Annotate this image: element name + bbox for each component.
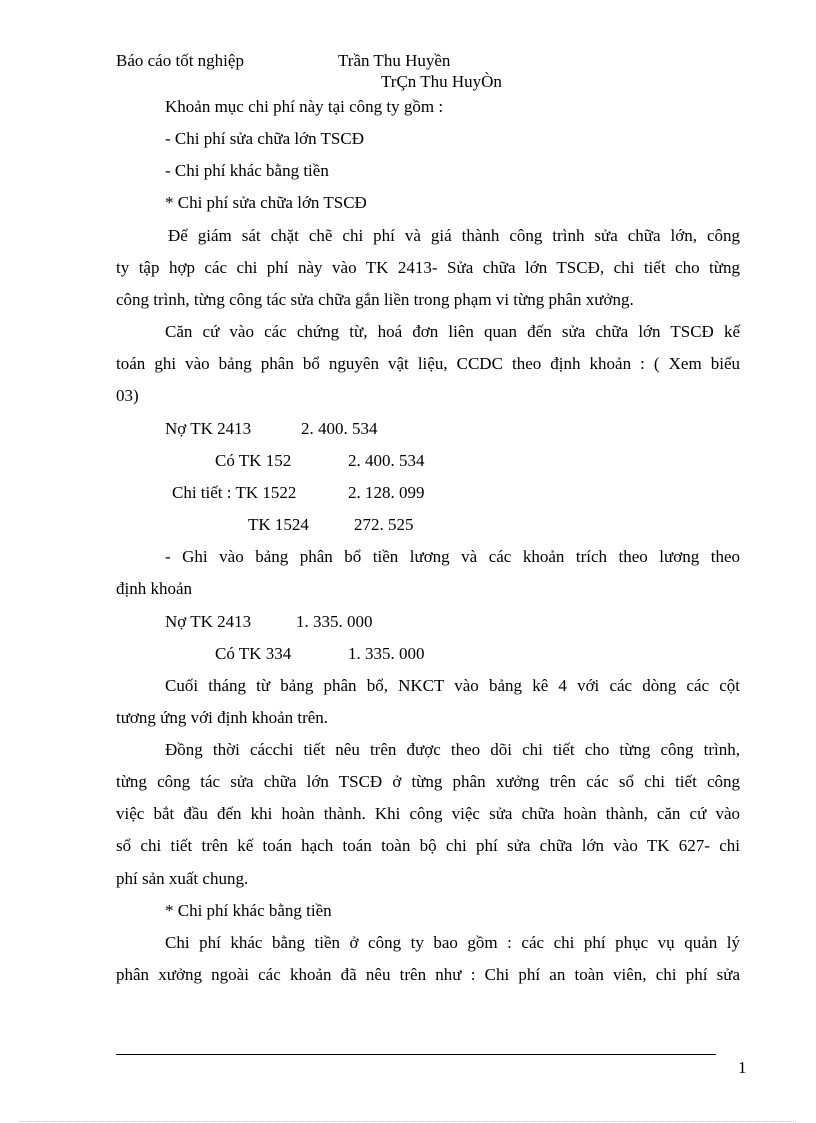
entry-label: Nợ TK 2413: [165, 612, 252, 631]
page-bottom-edge: [20, 1121, 796, 1122]
entry-value: 272. 525: [354, 515, 414, 534]
paragraph-line: Căn cứ vào các chứng từ, hoá đơn liên quan đến sửa chữa lớn TSCĐ kế: [165, 322, 740, 341]
paragraph-line: toán ghi vào bảng phân bổ nguyên vật liệu, CCDC theo định khoản : ( Xem biểu: [116, 354, 740, 373]
paragraph-line: Khoản mục chi phí này tại công ty gồm :: [165, 97, 444, 116]
paragraph-line: 03): [116, 386, 139, 405]
paragraph-line: phân xưởng ngoài các khoản đã nêu trên như : Chi phí an toàn viên, chi phí sửa: [116, 965, 740, 984]
footer-rule: [116, 1054, 716, 1055]
paragraph-line: từng công tác sửa chữa lớn TSCĐ ở từng phân xưởng trên các sổ chi tiết công: [116, 772, 740, 791]
entry-value: 2. 400. 534: [301, 419, 378, 438]
entry-value: 2. 400. 534: [348, 451, 425, 470]
header-author-garbled: TrÇn Thu HuyÒn: [381, 72, 502, 91]
paragraph-line: - Ghi vào bảng phân bổ tiền lương và các khoản trích theo lương theo: [165, 547, 740, 566]
entry-label: Chi tiết : TK 1522: [172, 483, 297, 502]
list-item: - Chi phí khác bằng tiền: [165, 161, 329, 180]
entry-value: 1. 335. 000: [348, 644, 425, 663]
entry-value: 1. 335. 000: [296, 612, 373, 631]
entry-label: TK 1524: [248, 515, 309, 534]
entry-label: Nợ TK 2413: [165, 419, 252, 438]
header-report-title: Báo cáo tốt nghiệp: [116, 51, 244, 70]
paragraph-line: công trình, từng công tác sửa chữa gắn liền trong phạm vi từng phân xưởng.: [116, 290, 634, 309]
entry-label: Có TK 152: [215, 451, 292, 470]
header-author: Trần Thu Huyền: [338, 51, 451, 70]
paragraph-line: tương ứng với định khoản trên.: [116, 708, 329, 727]
paragraph-line: ty tập hợp các chi phí này vào TK 2413- Sửa chữa lớn TSCĐ, chi tiết cho từng: [116, 258, 740, 277]
page-number: 1: [738, 1058, 747, 1077]
list-item: - Chi phí sửa chữa lớn TSCĐ: [165, 129, 364, 148]
section-heading: * Chi phí khác bằng tiền: [165, 901, 332, 920]
entry-value: 2. 128. 099: [348, 483, 425, 502]
paragraph-line: Cuối tháng từ bảng phân bổ, NKCT vào bảng kê 4 với các dòng các cột: [165, 676, 740, 695]
paragraph-line: sổ chi tiết trên kế toán hạch toán toàn bộ chi phí sửa chữa lớn vào TK 627- chi: [116, 836, 740, 855]
section-heading: * Chi phí sửa chữa lớn TSCĐ: [165, 193, 367, 212]
paragraph-line: Chi phí khác bằng tiền ở công ty bao gồm : các chi phí phục vụ quản lý: [165, 933, 740, 952]
paragraph-line: Để giám sát chặt chẽ chi phí và giá thành công trình sửa chữa lớn, công: [168, 226, 740, 245]
paragraph-line: việc bắt đầu đến khi hoàn thành. Khi công việc sửa chữa hoàn thành, căn cứ vào: [116, 804, 740, 823]
entry-label: Có TK 334: [215, 644, 292, 663]
paragraph-line: phí sản xuất chung.: [116, 869, 249, 888]
paragraph-line: Đồng thời cácchi tiết nêu trên được theo dõi chi tiết cho từng công trình,: [165, 740, 740, 759]
paragraph-line: định khoản: [116, 579, 193, 598]
